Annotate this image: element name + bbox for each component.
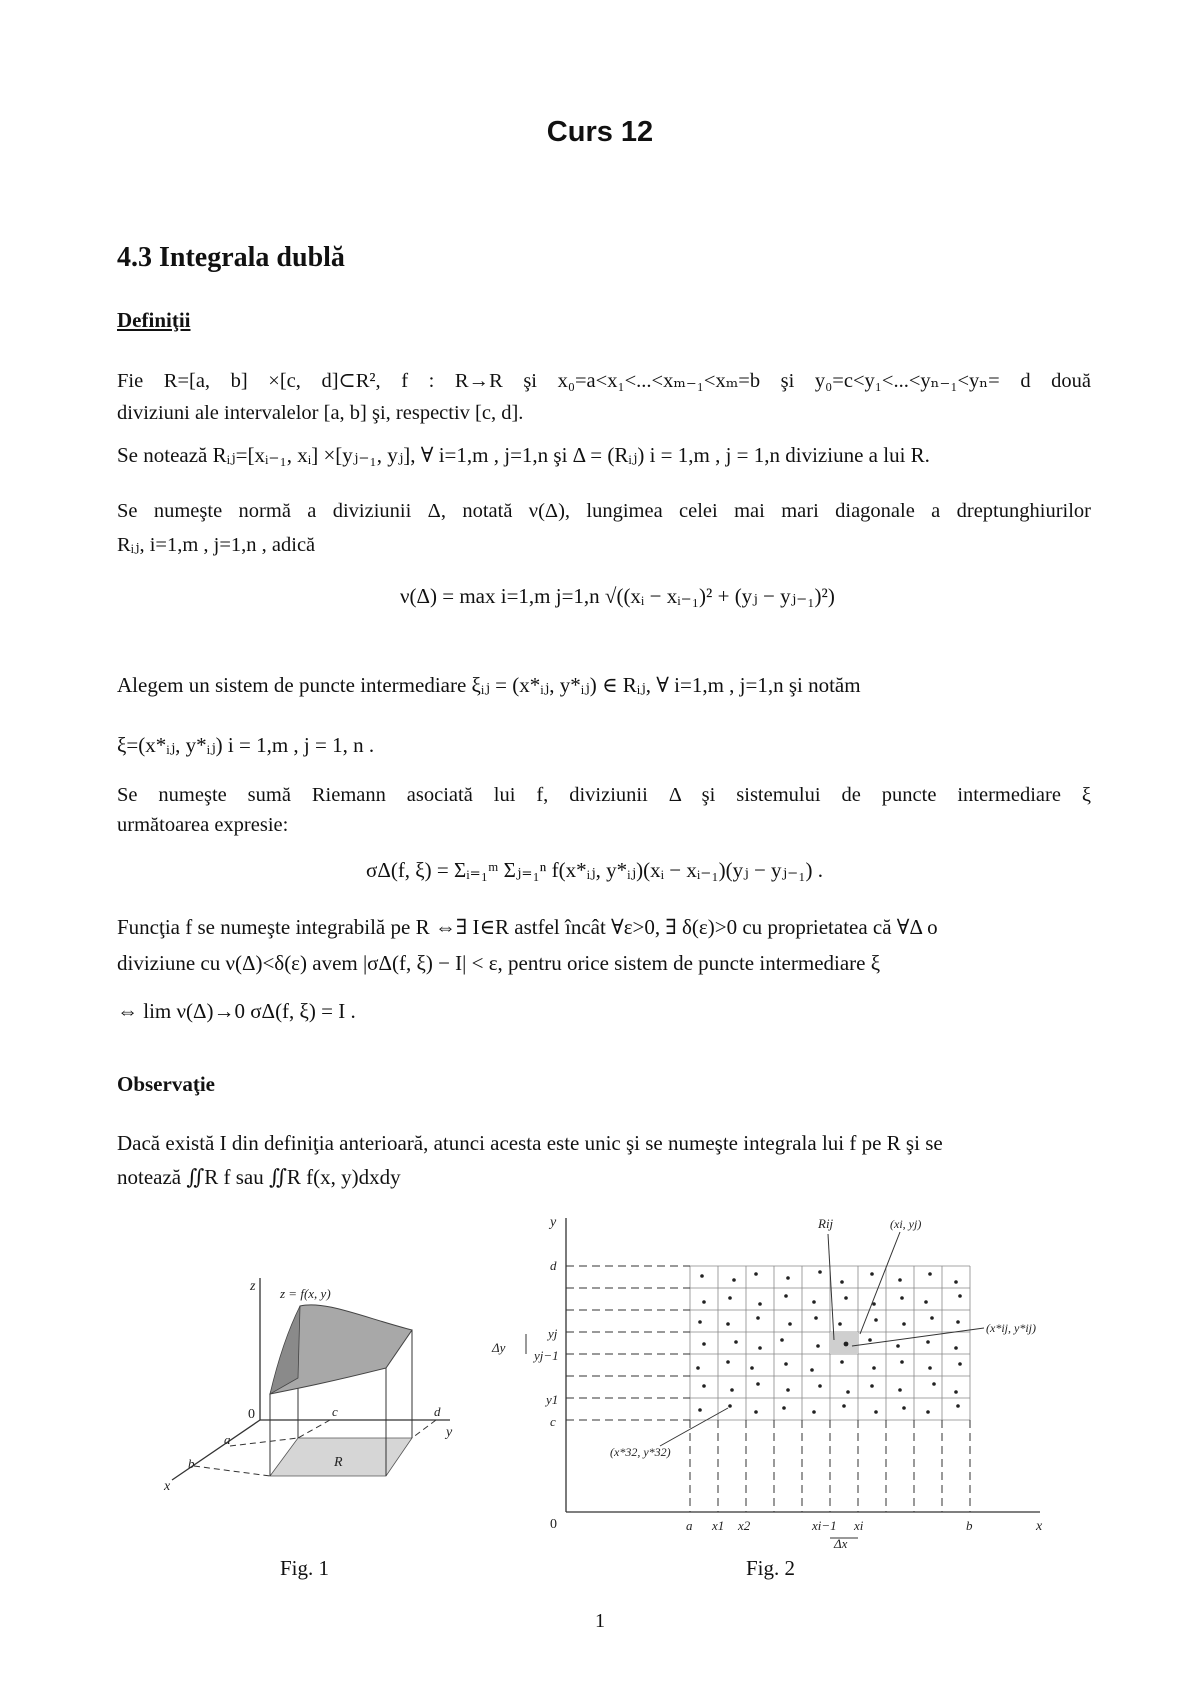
label-b: b	[966, 1518, 973, 1533]
label-surface: z = f(x, y)	[280, 1286, 331, 1301]
observation-line-2: notează ∬R f sau ∬R f(x, y)dxdy	[117, 1165, 401, 1189]
label-origin: 0	[248, 1407, 255, 1422]
label-dy: Δy	[492, 1340, 506, 1355]
section-heading: 4.3 Integrala dublă	[117, 242, 345, 273]
figure-2-riemann-grid	[490, 1212, 1050, 1552]
riemann-sum-line-1: Se numeşte sumă Riemann asociată lui f, diviziunii Δ şi sistemului de puncte intermediare ξ	[117, 784, 1091, 806]
subrectangle-notation: Se notează Rᵢⱼ=[xᵢ₋₁, xᵢ] ×[yⱼ₋₁, yⱼ], ∀ i=1,m , j=1,n şi Δ = (Rᵢⱼ) i = 1,m , j = 1,n diviziune a lui R.	[117, 443, 930, 467]
guide-b	[194, 1466, 270, 1476]
definition-line-1: Fie R=[a, b] ×[c, d]⊂R², f : R→R şi x₀=a<x₁<...<xₘ₋₁<xₘ=b şi y₀=c<y₁<...<yₙ₋₁<yₙ= d două	[117, 370, 1091, 392]
label-z: z	[250, 1279, 256, 1294]
label-xstar-ij: (x*ij, y*ij)	[986, 1321, 1036, 1335]
observation-line-1: Dacă există I din definiţia anterioară, atunci acesta este unic şi se numeşte integrala lui f pe R şi se	[117, 1131, 943, 1155]
x-axis	[172, 1420, 260, 1480]
intermediate-points-line-2: ξ=(x*ᵢⱼ, y*ᵢⱼ) i = 1,m , j = 1, n .	[117, 733, 375, 757]
norm-definition-line-2: Rᵢⱼ, i=1,m , j=1,n , adică	[117, 534, 316, 556]
definition-line-2: diviziuni ale intervalelor [a, b] şi, respectiv [c, d].	[117, 402, 524, 424]
label-d: d	[434, 1404, 441, 1419]
label-xi1: xi−1	[812, 1518, 837, 1533]
riemann-sum-formula: σΔ(f, ξ) = Σᵢ₌₁ᵐ Σⱼ₌₁ⁿ f(x*ᵢⱼ, y*ᵢⱼ)(xᵢ − xᵢ₋₁)(yⱼ − yⱼ₋₁) .	[366, 858, 824, 882]
integrability-line-3: ⇔ lim ν(Δ)→0 σΔ(f, ξ) = I .	[117, 999, 356, 1023]
riemann-sum-line-2: următoarea expresie:	[117, 814, 289, 836]
observation-heading: Observaţie	[117, 1072, 215, 1096]
label-yj1: yj−1	[534, 1348, 559, 1363]
norm-definition-line-1: Se numeşte normă a diviziunii Δ, notată ν(Δ), lungimea celei mai mari diagonale a dreptunghiurilor	[117, 500, 1091, 522]
page-title: Curs 12	[546, 116, 654, 148]
leader-lines	[660, 1232, 984, 1446]
figure-1-surface-over-rectangle	[150, 1270, 470, 1500]
label-x2: x2	[738, 1518, 751, 1533]
label-xi: xi	[854, 1518, 864, 1533]
label-c: c	[332, 1404, 338, 1419]
norm-formula: ν(Δ) = max i=1,m j=1,n √((xᵢ − xᵢ₋₁)² + (yⱼ − yⱼ₋₁)²)	[400, 584, 835, 608]
label-c: c	[550, 1414, 556, 1429]
label-x: x	[164, 1479, 171, 1494]
page-number: 1	[595, 1610, 605, 1632]
label-d: d	[550, 1258, 557, 1273]
intermediate-points-line-1: Alegem un sistem de puncte intermediare ξᵢⱼ = (x*ᵢⱼ, y*ᵢⱼ) ∈ Rᵢⱼ, ∀ i=1,m , j=1,n şi notăm	[117, 673, 861, 697]
definitions-heading: Definiţii	[117, 308, 191, 332]
guide-c	[298, 1420, 330, 1438]
label-xiyj: (xi, yj)	[890, 1217, 922, 1231]
figure-1-caption: Fig. 1	[280, 1556, 330, 1580]
label-a: a	[224, 1432, 231, 1447]
integrability-line-1: Funcţia f se numeşte integrabilă pe R ⇔∃ I∈R astfel încât ∀ε>0, ∃ δ(ε)>0 cu proprietatea că ∀Δ o	[117, 915, 938, 939]
label-x: x	[1036, 1519, 1043, 1534]
label-b: b	[188, 1456, 195, 1471]
label-Rij: Rij	[818, 1216, 834, 1231]
label-R: R	[334, 1455, 343, 1470]
label-yj: yj	[548, 1326, 558, 1341]
label-y: y	[550, 1215, 557, 1230]
label-y: y	[446, 1425, 453, 1440]
figure-2-caption: Fig. 2	[746, 1556, 796, 1580]
label-origin: 0	[550, 1517, 557, 1532]
dashed-guides	[566, 1266, 970, 1512]
label-y1: y1	[546, 1392, 559, 1407]
intermediate-points	[696, 1270, 962, 1414]
label-x1: x1	[712, 1518, 725, 1533]
guide-d	[412, 1420, 436, 1438]
label-dx: Δx	[834, 1536, 848, 1551]
guide-a	[230, 1438, 298, 1446]
label-xstar-32: (x*32, y*32)	[610, 1445, 671, 1459]
label-a: a	[686, 1518, 693, 1533]
integrability-line-2: diviziune cu ν(Δ)<δ(ε) avem |σΔ(f, ξ) − I| < ε, pentru orice sistem de puncte intermediare ξ	[117, 951, 881, 975]
